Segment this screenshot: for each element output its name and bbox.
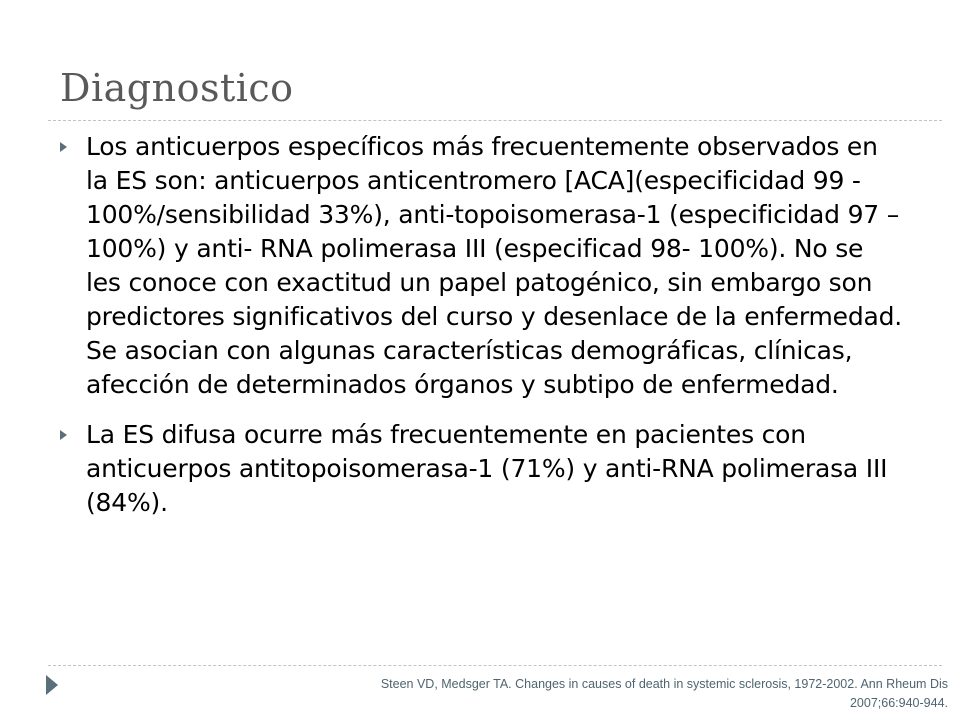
bullet-item bbox=[54, 130, 904, 402]
triangle-arrow-icon bbox=[46, 675, 58, 695]
footer-divider bbox=[48, 665, 942, 666]
triangle-bullet-icon bbox=[60, 142, 67, 152]
citation: Steen VD, Medsger TA. Changes in causes of death in systemic sclerosis, 1972-2002. Ann Rheum Dis 2007;66:940-944. bbox=[380, 677, 948, 710]
bullet-list bbox=[54, 130, 904, 536]
slide-title: Diagnostico bbox=[60, 66, 294, 110]
bullet-text: La ES difusa ocurre más frecuentemente en pacientes con anticuerpos antitopoisomerasa-1 (71%) y anti-RNA polimerasa III (84%). bbox=[86, 420, 888, 517]
bullet-item bbox=[54, 418, 904, 520]
title-divider bbox=[48, 120, 942, 121]
bullet-text: Los anticuerpos específicos más frecuentemente observados en la ES son: anticuerpos anticentromero [ACA](especificidad 99 - 100%/sensibilidad 33%), anti-topoisomerasa-1 (especificidad 97 – 100%) y anti- RNA polimerasa III (especificad 98- 100%). No se les conoce con exactitud un papel patogénico, sin embargo son predictores significativos del curso y desenlace de la enfermedad. Se asocian con algunas características demográficas, clínicas, afección de determinados órganos y subtipo de enfermedad. bbox=[86, 132, 903, 399]
triangle-bullet-icon bbox=[60, 430, 67, 440]
